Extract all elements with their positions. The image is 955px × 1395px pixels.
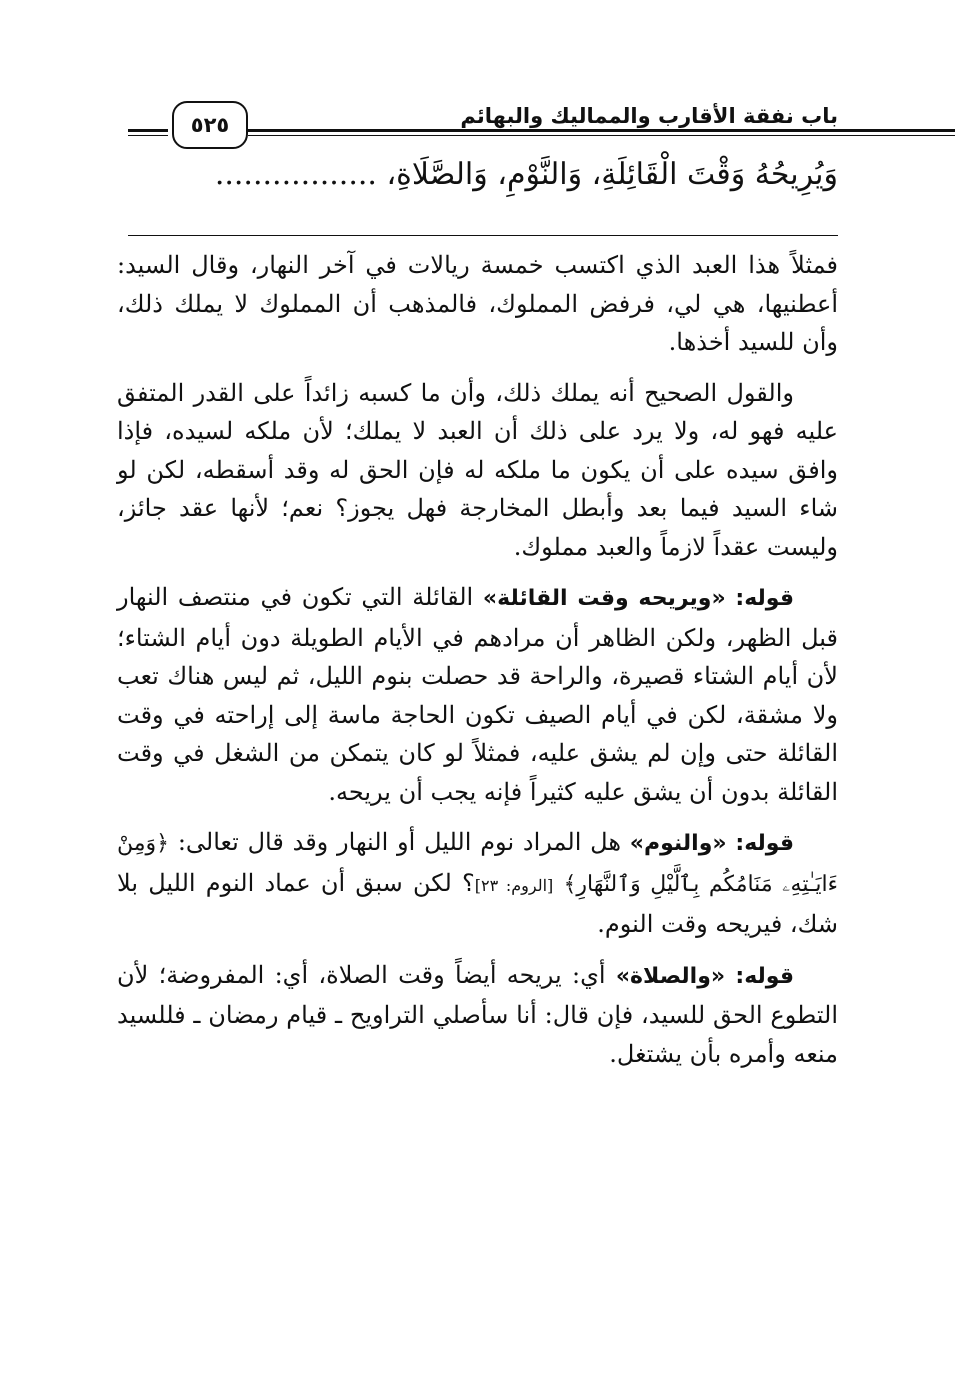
header-rule-left-thin — [128, 135, 168, 136]
quoted-term: «ويريحه وقت القائلة» — [482, 586, 726, 611]
quran-verse: ﴿وَمِنْ ءَايَـٰتِهِۦ مَنَامُكُم بِٱلَّيْلِ وَٱلنَّهَارِ﴾ — [117, 831, 839, 897]
header-rule — [248, 129, 955, 132]
paragraph-5-text: أي: يريحه أيضاً وقت الصلاة، أي: المفروضة؛ لأن التطوع الحق للسيد، فإن قال: أنا سأصلي التراويح ـ قيام رمضان ـ فللسيد منعه وأمره بأن يشتغل. — [117, 960, 838, 1068]
chapter-title: باب نفقة الأقارب والمماليك والبهائم — [460, 104, 838, 128]
paragraph-3 — [117, 578, 838, 811]
qawluhu-label: قوله: — [735, 963, 794, 989]
paragraph-4-text-before: هل المراد نوم الليل أو النهار وقد قال تعالى: — [169, 828, 630, 856]
paragraph-5 — [117, 956, 838, 1074]
header-rule-left — [128, 129, 168, 132]
qawluhu-label: قوله: — [735, 831, 794, 856]
paragraph-2: والقول الصحيح أنه يملك ذلك، وأن ما كسبه زائداً على القدر المتفق عليه فهو له، ولا يرد على ذلك أن العبد لا يملك؛ لأن ملكه لسيده، فإذا وافق سيده على أن يكون ما ملكه له فإن الحق له وقد أسقطه، لكن لو شاء السيد فيما بعد وأبطل المخارجة فهل يجوز؟ نعم؛ لأنها عقد جائز، وليست عقداً لازماً والعبد مملوك. — [117, 378, 838, 561]
paragraph-4 — [117, 823, 838, 944]
quoted-term: «والنوم» — [629, 831, 727, 856]
paragraph-4-text-after: ؟ لكن سبق أن عماد النوم الليل بلا شك، فيريحه وقت النوم. — [117, 868, 838, 938]
verse-reference: [الروم: ٢٣] — [474, 875, 554, 895]
matn-separator — [128, 235, 838, 236]
header-rule-thin — [248, 135, 955, 136]
running-header — [128, 96, 838, 146]
qawluhu-label: قوله: — [735, 586, 795, 611]
commentary — [117, 246, 838, 1085]
page-number: ٥٢٥ — [172, 101, 248, 149]
quoted-term: «والصلاة» — [615, 963, 726, 989]
paragraph-3-text: القائلة التي تكون في منتصف النهار قبل الظهر، ولكن الظاهر أن مرادهم في الأيام الطويلة دون أيام الشتاء؛ لأن أيام الشتاء قصيرة، والراحة قد حصلت بنوم الليل، ثم ليس هناك تعب ولا مشقة، لكن في أيام الصيف تكون الحاجة ماسة إلى إراحته في وقت القائلة حتى وإن لم يشق عليه، فمثلاً لو كان يتمكن من الشغل في وقت القائلة بدون أن يشق عليه كثيراً فإنه يجب أن يريحه. — [117, 583, 838, 806]
paragraph-1: فمثلاً هذا العبد الذي اكتسب خمسة ريالات في آخر النهار، وقال السيد: أعطنيها، هي لي، فرفض المملوك، فالمذهب أن المملوك لا يملك ذلك، وأن للسيد أخذها. — [117, 251, 838, 356]
matn-text: وَيُرِيحُهُ وَقْتَ الْقَائِلَةِ، وَالنَّوْمِ، وَالصَّلَاةِ، ................. — [214, 157, 838, 192]
